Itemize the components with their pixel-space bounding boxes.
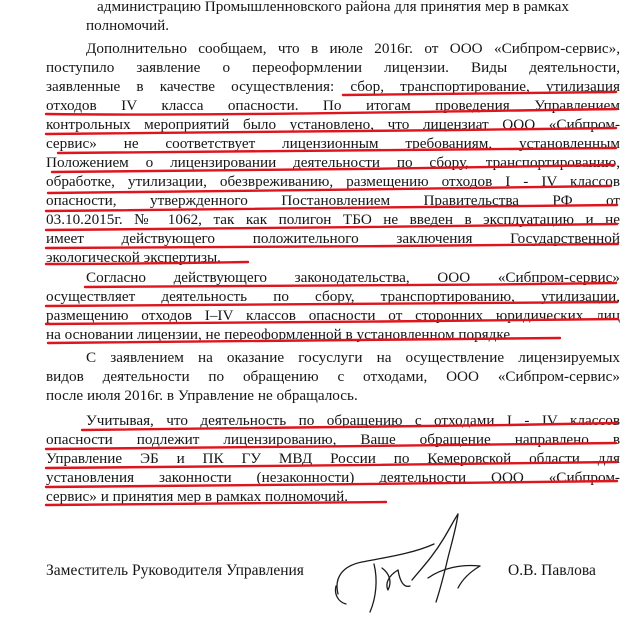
text-line: имеет действующего положительного заключения Государственной bbox=[46, 230, 620, 247]
handwritten-signature bbox=[330, 508, 500, 618]
text-line: Дополнительно сообщаем, что в июле 2016г. от ООО «Сибпром-сервис», bbox=[86, 40, 620, 57]
text-line: на основании лицензии, не переоформленной в установленном порядке. bbox=[46, 326, 514, 343]
text-line: отходов IV класса опасности. По итогам проведения Управлением bbox=[46, 97, 620, 114]
signer-name: О.В. Павлова bbox=[508, 562, 596, 579]
text-line: полномочий. bbox=[86, 17, 170, 34]
text-line: опасности подлежит лицензированию, Ваше обращение направлено в bbox=[46, 431, 620, 448]
text-line: размещению отходов I–IV классов опасности от сторонних юридических лиц bbox=[46, 307, 620, 324]
text-line: контрольных мероприятий было установлено, что лицензиат ООО «Сибпром- bbox=[46, 116, 620, 133]
text-line: осуществляет деятельность по сбору, транспортированию, утилизации, bbox=[46, 288, 620, 305]
text-line: опасности, утвержденного Постановлением Правительства РФ от bbox=[46, 192, 620, 209]
text-line: после июля 2016г. в Управление не обращалось. bbox=[46, 387, 358, 404]
text-line: видов деятельности по обращению с отходами, ООО «Сибпром-сервис» bbox=[46, 368, 620, 385]
text-line: Учитывая, что деятельность по обращению с отходами I - IV классов bbox=[86, 412, 620, 429]
text-line: установления законности (незаконности) деятельности ООО «Сибпром- bbox=[46, 469, 620, 486]
text-line: Согласно действующего законодательства, ООО «Сибпром-сервис» bbox=[86, 269, 620, 286]
text-line: С заявлением на оказание госуслуги на осуществление лицензируемых bbox=[86, 349, 620, 366]
text-line: Положением о лицензировании деятельности по сбору, транспортированию, bbox=[46, 154, 620, 171]
text-line: 03.10.2015г. № 1062, так как полигон ТБО не введен в эксплуатацию и не bbox=[46, 211, 620, 228]
text-line: Управление ЭБ и ПК ГУ МВД России по Кемеровской области для bbox=[46, 450, 620, 467]
signer-position: Заместитель Руководителя Управления bbox=[46, 562, 304, 579]
text-line: заявленные в качестве осуществления: сбор, транспортирование, утилизация bbox=[46, 78, 620, 95]
text-line: обработке, утилизации, обезвреживанию, размещению отходов I - IV классов bbox=[46, 173, 620, 190]
text-line: поступило заявление о переоформлении лицензии. Виды деятельности, bbox=[46, 59, 620, 76]
text-line: администрацию Промышленновского района для принятия мер в рамках bbox=[96, 0, 570, 15]
text-line: экологической экспертизы. bbox=[46, 249, 221, 266]
text-line: сервис» не соответствует лицензионным требованиям, установленным bbox=[46, 135, 620, 152]
text-line: сервис» и принятия мер в рамках полномочий. bbox=[46, 488, 349, 505]
